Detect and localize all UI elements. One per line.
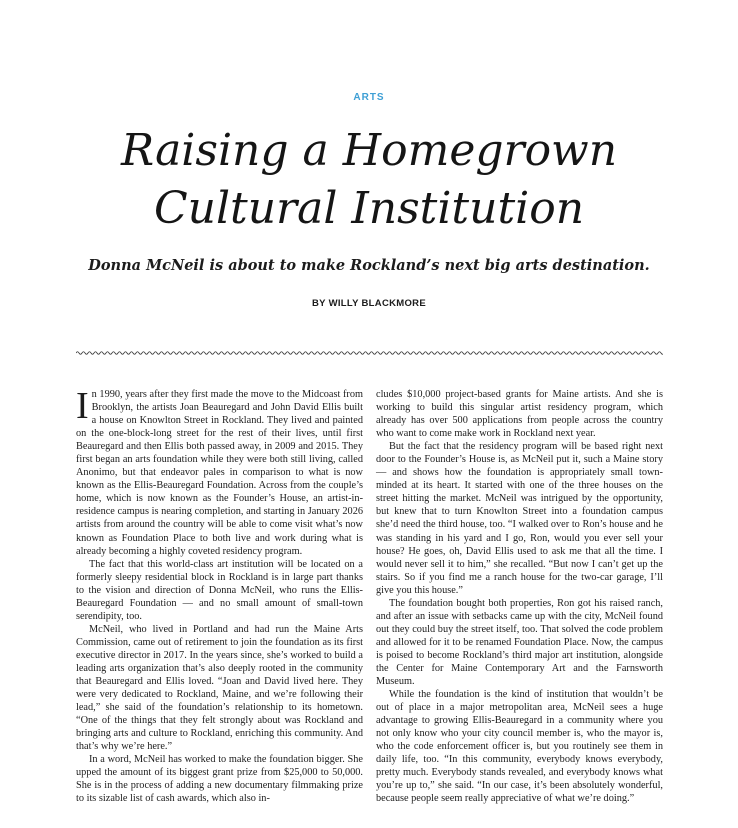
headline-line-2: Cultural Institution <box>153 183 585 234</box>
paragraph: In a word, McNeil has worked to make the foundation bigger. She upped the amount of its biggest grant prize from $25,000 to 50,000. She is in the process of adding a new documentary filmmaking prize to its sizable list of cash awards, which also in- <box>76 754 363 805</box>
byline: BY WILLY BLACKMORE <box>312 298 426 309</box>
paragraph: The foundation bought both properties, Ron got his raised ranch, and after an issue with setbacks came up with the city, McNeil found out they could buy the street itself, too. That solved the code problem and allowed for it to be renamed Foundation Place. Now, the campus is poised to become Rockland’s third major art institution, alongside the Center for Maine Contemporary Art and the Farnsworth Museum. <box>376 597 663 688</box>
wavy-divider <box>76 349 663 357</box>
paragraph: But the fact that the residency program will be based right next door to the Founder’s House is, as McNeil put it, such a Maine story — and shows how the foundation is appropriately small town-minded at its heart. It started with one of the three houses on the street hitting the market. McNeil was intrigued by the opportunity, but knew that to turn Knowlton Street into a foundation campus she’d need the third house, too. “I walked over to Ron’s house and he was standing in his yard and I go, Ron, would you ever sell your house? He goes, oh, David Ellis used to ask me that all the time. I would never sell it to him,” she recalled. “But now I can’t get up the stairs. So if you find me a ranch house for the two-car garage, I’ll give you this house.” <box>376 441 663 596</box>
article-column-left <box>76 385 363 806</box>
paragraph: While the foundation is the kind of institution that wouldn’t be out of place in a major metropolitan area, McNeil sees a huge advantage to growing Ellis-Beauregard in a community where you not only know who your city council member is, who the mayor is, who the code enforcement officer is, but you routinely see them in daily life, too. “In this community, everybody knows everybody, pretty much. Everybody stands revealed, and everybody knows what you’re up to,” she said. “In our case, it’s been absolutely wonderful, because people seem really appreciative of what we’re doing.” <box>376 689 663 805</box>
dek: Donna McNeil is about to make Rockland’s next big arts destination. <box>88 257 650 274</box>
paragraph: The fact that this world-class art institution will be located on a formerly sleepy residential block in Rockland is in large part thanks to the vision and direction of Donna McNeil, who runs the Ellis-Beauregard Foundation — and no small amount of small-town serendipity, too. <box>76 558 363 622</box>
drop-cap: I <box>76 385 89 427</box>
headline-line-1: Raising a Homegrown <box>120 125 618 176</box>
paragraph <box>76 385 363 558</box>
headline <box>0 122 738 238</box>
article-column-right <box>376 388 663 806</box>
section-label: ARTS <box>353 92 385 103</box>
paragraph-text: n 1990, years after they first made the move to the Midcoast from Brooklyn, the artists Joan Beauregard and John David Ellis built a house on Knowlton Street in Rockland. They lived and painted on the one-block-long street for the rest of their lives, until first Beauregard and then Ellis both passed away, in 2009 and 2015. They first began an arts foundation while they were both still living, called Anonimo, but that endeavor pales in comparison to what is now known as the Ellis-Beauregard Foundation. Across from the couple’s home, which is now known as the Founder’s House, an artist-in-residence campus is nearing completion, and starting in January 2026 artists from around the country will be able to come visit what’s now known as Foundation Place to both live and work during what is already becoming a highly coveted residency program. <box>76 389 363 557</box>
paragraph: McNeil, who lived in Portland and had run the Maine Arts Commission, came out of retirement to join the foundation as its first executive director in 2017. In the years since, she’s worked to build a leading arts organization that’s also deeply rooted in the community that Beauregard and Ellis loved. “Joan and David lived here. They were very dedicated to Rockland, Maine, and we’re following their lead,” she said of the foundation’s relationship to its hometown. “One of the things that they felt strongly about was Rockland and bringing arts and culture to Rockland, enriching this community. And that’s why we’re here.” <box>76 623 363 753</box>
paragraph: cludes $10,000 project-based grants for Maine artists. And she is working to build this singular artist residency program, which already has over 500 applications from people across the country who want to come make work in Rockland next year. <box>376 389 663 440</box>
